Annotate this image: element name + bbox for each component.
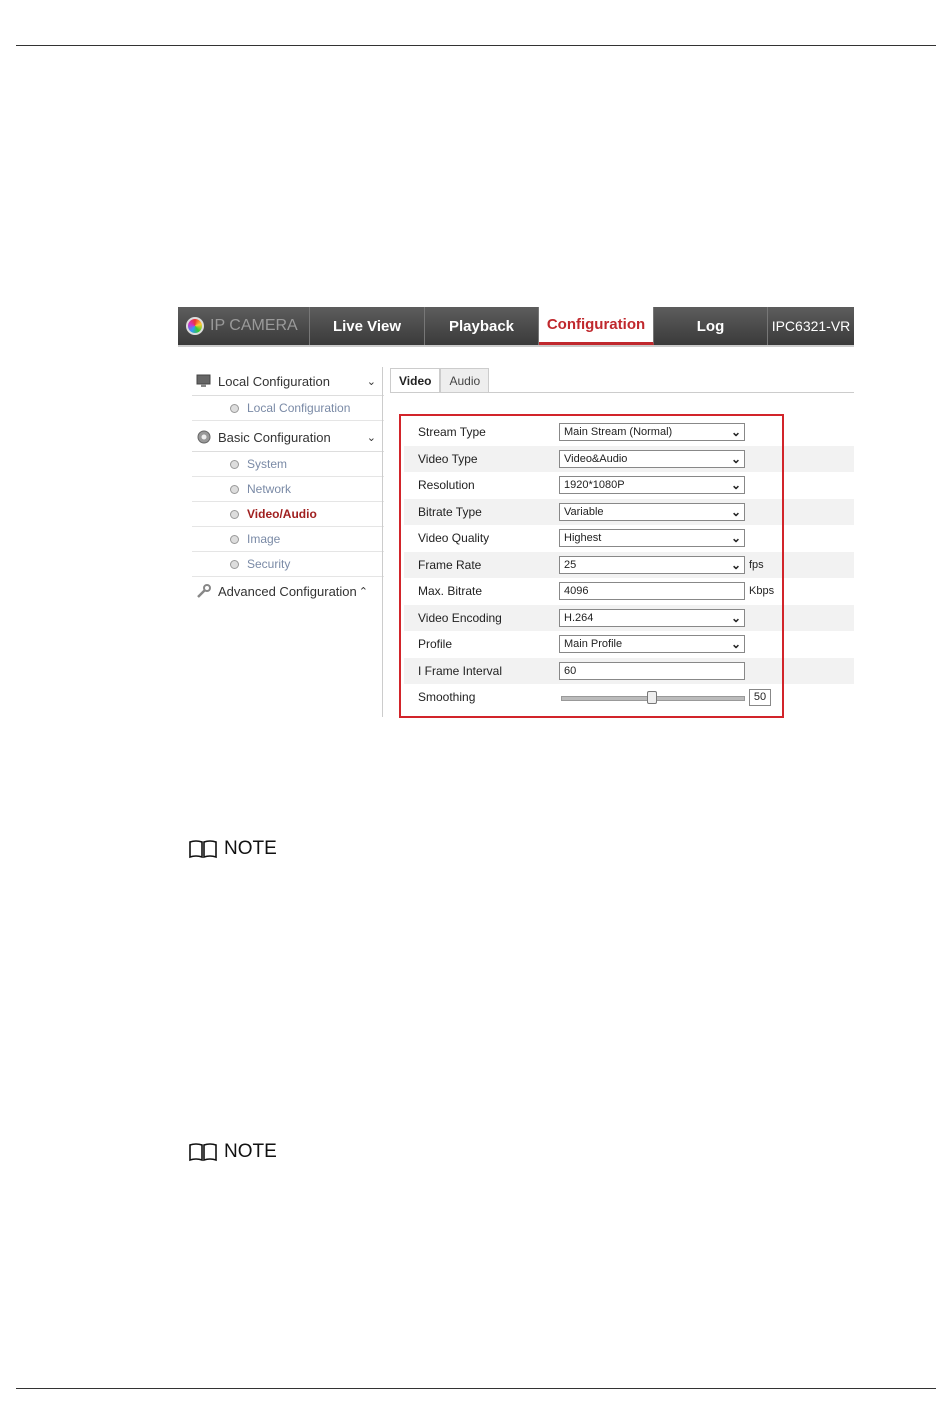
field-label: Stream Type bbox=[418, 425, 486, 440]
sidebar-item-label: Network bbox=[247, 482, 292, 496]
topbar-divider bbox=[178, 345, 854, 347]
header-rule bbox=[16, 45, 936, 46]
chevron-down-icon[interactable]: ⌄ bbox=[366, 431, 376, 444]
video-audio-tabs bbox=[390, 368, 489, 392]
sidebar-item-label: Security bbox=[247, 557, 291, 571]
field-label: Bitrate Type bbox=[418, 504, 482, 519]
top-navigation-bar bbox=[178, 307, 854, 345]
sidebar-group-basic-configuration[interactable] bbox=[192, 423, 384, 452]
sidebar-item-local-configuration[interactable] bbox=[192, 396, 384, 421]
camera-web-ui-screenshot bbox=[178, 307, 854, 721]
chevron-down-icon: ⌄ bbox=[730, 504, 741, 519]
brand-logo bbox=[178, 307, 310, 345]
sidebar-item-network[interactable] bbox=[192, 477, 384, 502]
sidebar-item-system[interactable] bbox=[192, 452, 384, 477]
chevron-up-icon[interactable]: ⌃ bbox=[358, 585, 368, 598]
field-label: Video Encoding bbox=[418, 610, 502, 625]
input-value: 4096 bbox=[564, 585, 589, 598]
field-label: Smoothing bbox=[418, 690, 476, 705]
sidebar-group-label: Local Configuration bbox=[218, 373, 331, 389]
monitor-icon bbox=[196, 374, 212, 388]
device-model-label: IPC6321-VR bbox=[771, 318, 851, 334]
brand-logo-text: IP CAMERA bbox=[210, 317, 298, 334]
select-value: H.264 bbox=[564, 611, 594, 624]
note-label: NOTE bbox=[224, 1141, 277, 1162]
bullet-icon bbox=[230, 560, 239, 569]
tab-playback[interactable]: Playback bbox=[425, 307, 539, 345]
chevron-down-icon[interactable]: ⌄ bbox=[366, 375, 376, 388]
input-value: 60 bbox=[564, 664, 577, 677]
camera-logo-icon bbox=[186, 317, 204, 335]
tab-configuration[interactable]: Configuration bbox=[539, 307, 654, 345]
sidebar-item-label: System bbox=[247, 457, 288, 471]
wrench-icon bbox=[196, 584, 212, 598]
sidebar-group-label: Advanced Configuration bbox=[218, 583, 357, 599]
sidebar-group-local-configuration[interactable] bbox=[192, 367, 384, 396]
sidebar-item-label: Video/Audio bbox=[247, 507, 317, 521]
chevron-down-icon: ⌄ bbox=[730, 478, 741, 493]
unit-label: Kbps bbox=[749, 585, 775, 598]
field-label: Video Quality bbox=[418, 531, 490, 546]
sidebar-item-label: Image bbox=[247, 532, 281, 546]
sidebar-group-advanced-configuration[interactable] bbox=[192, 577, 384, 605]
chevron-down-icon: ⌄ bbox=[730, 531, 741, 546]
field-label: Max. Bitrate bbox=[418, 584, 483, 599]
select-value: Main Profile bbox=[564, 638, 623, 651]
select-value: Video&Audio bbox=[564, 452, 628, 465]
note-callout-2 bbox=[188, 1141, 277, 1163]
bullet-icon bbox=[230, 485, 239, 494]
note-label: NOTE bbox=[224, 838, 277, 859]
footer-rule bbox=[16, 1388, 936, 1389]
chevron-down-icon: ⌄ bbox=[730, 425, 741, 440]
chevron-down-icon: ⌄ bbox=[730, 637, 741, 652]
highlight-frame bbox=[399, 414, 784, 718]
tab-live-view[interactable]: Live View bbox=[310, 307, 425, 345]
bullet-icon bbox=[230, 510, 239, 519]
field-label: Frame Rate bbox=[418, 557, 482, 572]
bullet-icon bbox=[230, 460, 239, 469]
field-label: Profile bbox=[418, 637, 453, 652]
tab-video[interactable]: Video bbox=[390, 368, 440, 393]
field-label: Resolution bbox=[418, 478, 475, 493]
select-value: 1920*1080P bbox=[564, 479, 625, 492]
chevron-down-icon: ⌄ bbox=[730, 557, 741, 572]
tab-audio[interactable]: Audio bbox=[440, 368, 489, 393]
select-value: Main Stream (Normal) bbox=[564, 426, 673, 439]
note-callout-1 bbox=[188, 838, 277, 860]
config-sidebar bbox=[192, 367, 384, 605]
tab-log[interactable]: Log bbox=[654, 307, 768, 345]
field-label: Video Type bbox=[418, 451, 478, 466]
select-value: Variable bbox=[564, 505, 604, 518]
field-label: I Frame Interval bbox=[418, 663, 503, 678]
sidebar-item-label: Local Configuration bbox=[247, 401, 351, 415]
select-value: 25 bbox=[564, 558, 577, 571]
book-icon bbox=[188, 839, 218, 859]
select-value: Highest bbox=[564, 532, 602, 545]
chevron-down-icon: ⌄ bbox=[730, 451, 741, 466]
bullet-icon bbox=[230, 535, 239, 544]
sidebar-item-image[interactable] bbox=[192, 527, 384, 552]
sidebar-divider bbox=[382, 367, 383, 717]
sidebar-group-label: Basic Configuration bbox=[218, 429, 331, 445]
book-icon bbox=[188, 1142, 218, 1162]
smoothing-value[interactable]: 50 bbox=[749, 689, 771, 706]
sidebar-item-security[interactable] bbox=[192, 552, 384, 577]
bullet-icon bbox=[230, 404, 239, 413]
chevron-down-icon: ⌄ bbox=[730, 610, 741, 625]
unit-label: fps bbox=[749, 558, 764, 571]
tab-underline bbox=[390, 392, 854, 393]
gear-icon bbox=[196, 430, 212, 444]
sidebar-item-video-audio[interactable] bbox=[192, 502, 384, 527]
